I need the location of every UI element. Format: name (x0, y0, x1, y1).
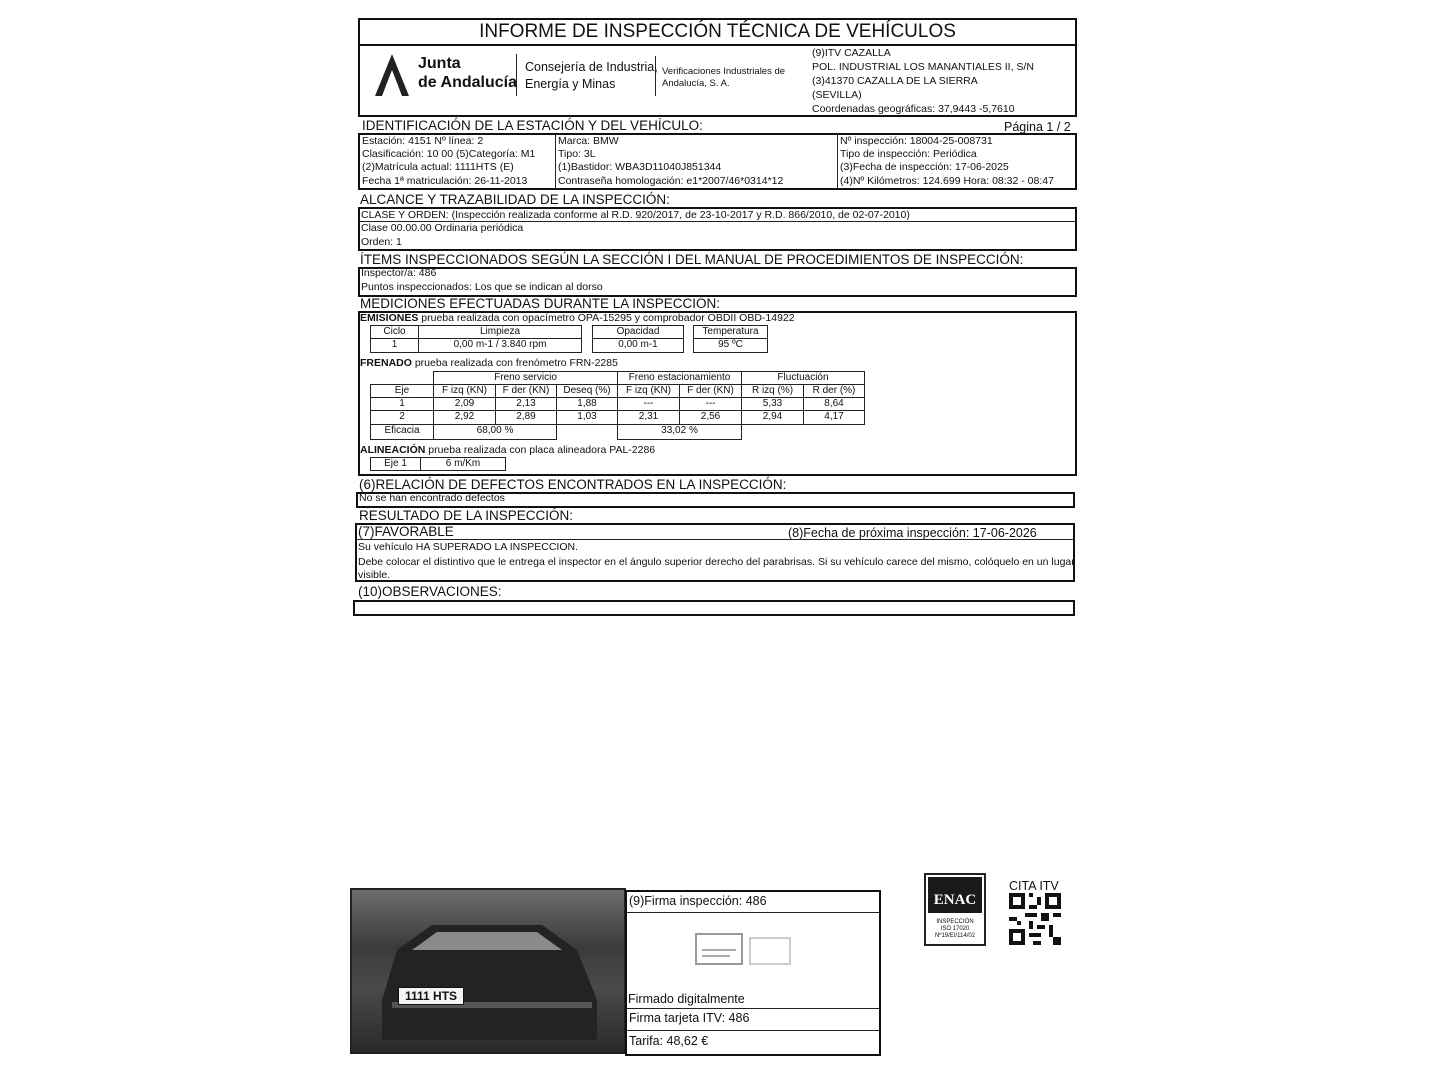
col-header: F der (KN) (495, 384, 557, 398)
temperatura-value: 95 ºC (693, 338, 768, 353)
ciclo-header: Ciclo (370, 325, 419, 339)
eje-label: Eje 1 (370, 457, 421, 471)
enac-text: ENAC (933, 892, 977, 908)
col-header: R izq (%) (741, 384, 804, 398)
proxima-inspeccion: (8)Fecha de próxima inspección: 17-06-2026 (788, 526, 1037, 540)
qr-code-icon[interactable] (1009, 893, 1061, 945)
firma-inspeccion: (9)Firma inspección: 486 (629, 894, 767, 908)
firma-divider-1 (626, 912, 880, 913)
fluctuacion-header: Fluctuación (741, 371, 865, 385)
col-header: F der (KN) (679, 384, 742, 398)
firmado-digitalmente: Firmado digitalmente (628, 992, 745, 1006)
col-header: F izq (KN) (617, 384, 680, 398)
enac-sub1: INSPECCIÓN (936, 919, 974, 925)
resultado-line1: Su vehículo HA SUPERADO LA INSPECCION. (358, 541, 578, 553)
consejeria-divider (655, 56, 656, 96)
identificacion-heading: IDENTIFICACIÓN DE LA ESTACIÓN Y DEL VEHÍCULO: (362, 118, 703, 133)
puntos-inspeccionados: Puntos inspeccionados: Los que se indican al dorso (361, 281, 603, 293)
enac-sub2: ISO 17020 (940, 926, 970, 932)
freno-servicio-header: Freno servicio (433, 371, 618, 385)
car-silhouette (352, 890, 624, 1052)
license-plate: 1111 HTS (398, 987, 464, 1005)
resultado-line2: Debe colocar el distintivo que le entrega el inspector en el ángulo superior derecho del parabrisas. Si su vehículo carece del mismo, colóquelo en un lugar (358, 556, 1075, 568)
cita-itv-label: CITA ITV (1009, 879, 1059, 893)
ident-divider-2 (837, 134, 838, 189)
ident-divider-1 (555, 134, 556, 189)
limpieza-header: Limpieza (418, 325, 582, 339)
verif-line1: Verificaciones Industriales de (662, 66, 786, 77)
clase-orden: CLASE Y ORDEN: (Inspección realizada conforme al R.D. 920/2017, de 23-10-2017 y R.D. 866/2010, de 02-07-2010) (361, 209, 910, 221)
observaciones-box (353, 600, 1075, 616)
eje-value: 6 m/Km (420, 457, 506, 471)
temperatura-header: Temperatura (693, 325, 768, 339)
vehicle-photo (350, 888, 626, 1054)
junta-andalucia-logo (372, 52, 412, 98)
defectos-text: No se han encontrado defectos (359, 492, 505, 504)
alineacion-line: ALINEACIÓN prueba realizada con placa alineadora PAL-2286 (360, 444, 656, 456)
page-number: Página 1 / 2 (1004, 120, 1071, 134)
resultado-heading: RESULTADO DE LA INSPECCIÓN: (359, 508, 574, 523)
clase: Clase 00.00.00 Ordinaria periódica (361, 222, 524, 234)
tarifa: Tarifa: 48,62 € (629, 1034, 709, 1048)
consejeria-line2: Energía y Minas (525, 77, 616, 91)
emisiones-line: EMISIONES prueba realizada con opacímetro OPA-15295 y comprobador OBDII OBD-14922 (360, 312, 795, 324)
col-header: R der (%) (803, 384, 865, 398)
alcance-heading: ALCANCE Y TRAZABILIDAD DE LA INSPECCIÓN: (360, 192, 670, 207)
verif-line2: Andalucía, S. A. (662, 78, 730, 89)
firma-tarjeta: Firma tarjeta ITV: 486 (629, 1011, 750, 1025)
logo-divider (516, 54, 517, 96)
report-title: INFORME DE INSPECCIÓN TÉCNICA DE VEHÍCULOS (479, 21, 956, 42)
orden: Orden: 1 (361, 236, 402, 248)
col-header: F izq (KN) (433, 384, 496, 398)
limpieza-value: 0,00 m-1 / 3.840 rpm (418, 338, 582, 353)
ciclo-value: 1 (370, 338, 419, 353)
freno-estacionamiento-header: Freno estacionamiento (617, 371, 742, 385)
firma-divider-3 (626, 1030, 880, 1031)
opacidad-value: 0,00 m-1 (592, 338, 684, 353)
logo-junta: Junta (418, 55, 461, 72)
enac-sub3: Nº19/EI/114/02 (934, 933, 976, 939)
mediciones-heading: MEDICIONES EFECTUADAS DURANTE LA INSPECCIÓN: (360, 296, 721, 311)
items-heading: ÍTEMS INSPECCIONADOS SEGÚN LA SECCIÓN I DEL MANUAL DE PROCEDIMIENTOS DE INSPECCIÓN: (360, 252, 1024, 267)
observaciones-heading: (10)OBSERVACIONES: (358, 584, 502, 599)
opacidad-header: Opacidad (592, 325, 684, 339)
consejeria-line1: Consejería de Industria, (525, 60, 658, 74)
enac-logo (924, 873, 986, 946)
col-header: Eje (370, 384, 434, 398)
resultado-status: (7)FAVORABLE (358, 524, 454, 539)
resultado-line3: visible. (358, 569, 391, 581)
frenado-line: FRENADO prueba realizada con frenómetro FRN-2285 (360, 357, 618, 369)
col-header: Deseq (%) (556, 384, 618, 398)
stamp-image (690, 928, 805, 978)
inspector: Inspector/a: 486 (361, 267, 437, 279)
defectos-heading: (6)RELACIÓN DE DEFECTOS ENCONTRADOS EN LA INSPECCIÓN: (359, 477, 787, 492)
logo-andalucia: de Andalucía (418, 74, 517, 91)
firma-divider-2 (626, 1008, 880, 1009)
